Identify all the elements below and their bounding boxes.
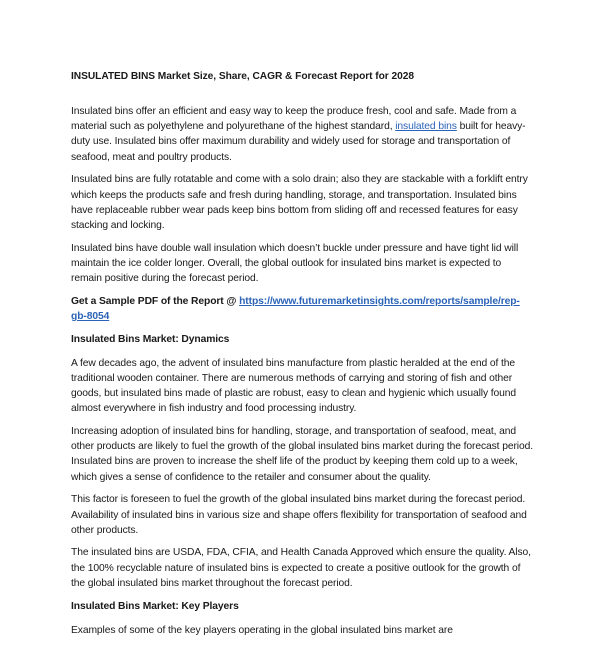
insulated-bins-link[interactable]: insulated bins (395, 121, 457, 133)
dynamics-paragraph-3: This factor is foreseen to fuel the growth of the global insulated bins market during the forecast period. Availability of insulated bins in various size and shape offers flexibility for transportation of seafood and other products. (71, 494, 527, 536)
document-title: INSULATED BINS Market Size, Share, CAGR & Forecast Report for 2028 (71, 71, 414, 82)
key-players-paragraph: Examples of some of the key players operating in the global insulated bins market are (71, 624, 453, 636)
key-players-heading: Insulated Bins Market: Key Players (71, 600, 239, 612)
intro-text-before-link: Insulated bins offer an efficient and easy way to keep the produce fresh, cool and safe. Made from a material such as polyethylene and polyurethane of the highest standard, (71, 106, 517, 133)
sample-pdf-link[interactable]: https://www.futuremarketinsights.com/reports/sample/rep-gb-8054 (71, 295, 520, 322)
document-body (71, 70, 533, 645)
dynamics-paragraph-4: The insulated bins are USDA, FDA, CFIA, and Health Canada Approved which ensure the quality. Also, the 100% recyclable nature of insulated bins is expected to create a positive outlook for the growth of the global insulated bins market throughout the forecast period. (71, 547, 531, 589)
dynamics-heading: Insulated Bins Market: Dynamics (71, 333, 230, 345)
sample-pdf-label: Get a Sample PDF of the Report @ (71, 295, 240, 307)
insulation-paragraph: Insulated bins have double wall insulation which doesn’t buckle under pressure and have tight lid will maintain the ice colder longer. Overall, the global outlook for insulated bins market is expected to remain positive during the forecast period. (71, 242, 519, 285)
sample-pdf-cta (71, 294, 533, 324)
dynamics-paragraph-2: Increasing adoption of insulated bins for handling, storage, and transportation of seafood, meat, and other products are likely to fuel the growth of the global insulated bins market during the forecast period. Insulated bins are proven to increase the shelf life of the product by keeping them cold up to a week, which gives a sense of confidence to the retailer and consumer about the quality. (71, 426, 533, 483)
dynamics-paragraph-1: A few decades ago, the advent of insulated bins manufacture from plastic heralded at the end of the traditional wooden container. There are numerous methods of carrying and storing of fish and other goods, but insulated bins made of plastic are robust, easy to clean and hygienic which usually found almost everywhere in fish industry and food processing industry. (71, 357, 517, 415)
features-paragraph: Insulated bins are fully rotatable and come with a solo drain; also they are stackable with a forklift entry which keeps the products safe and fresh during handling, storage, and transportation. Insulated bins have replaceable rubber wear pads keep bins bottom from sliding off and recessed features for easy stacking and locking. (71, 174, 528, 231)
intro-text-after-link: built for heavy-duty use. Insulated bins offer maximum durability and widely used for storage and transportation of seafood, meat and poultry products. (71, 121, 526, 163)
intro-paragraph (71, 104, 533, 165)
